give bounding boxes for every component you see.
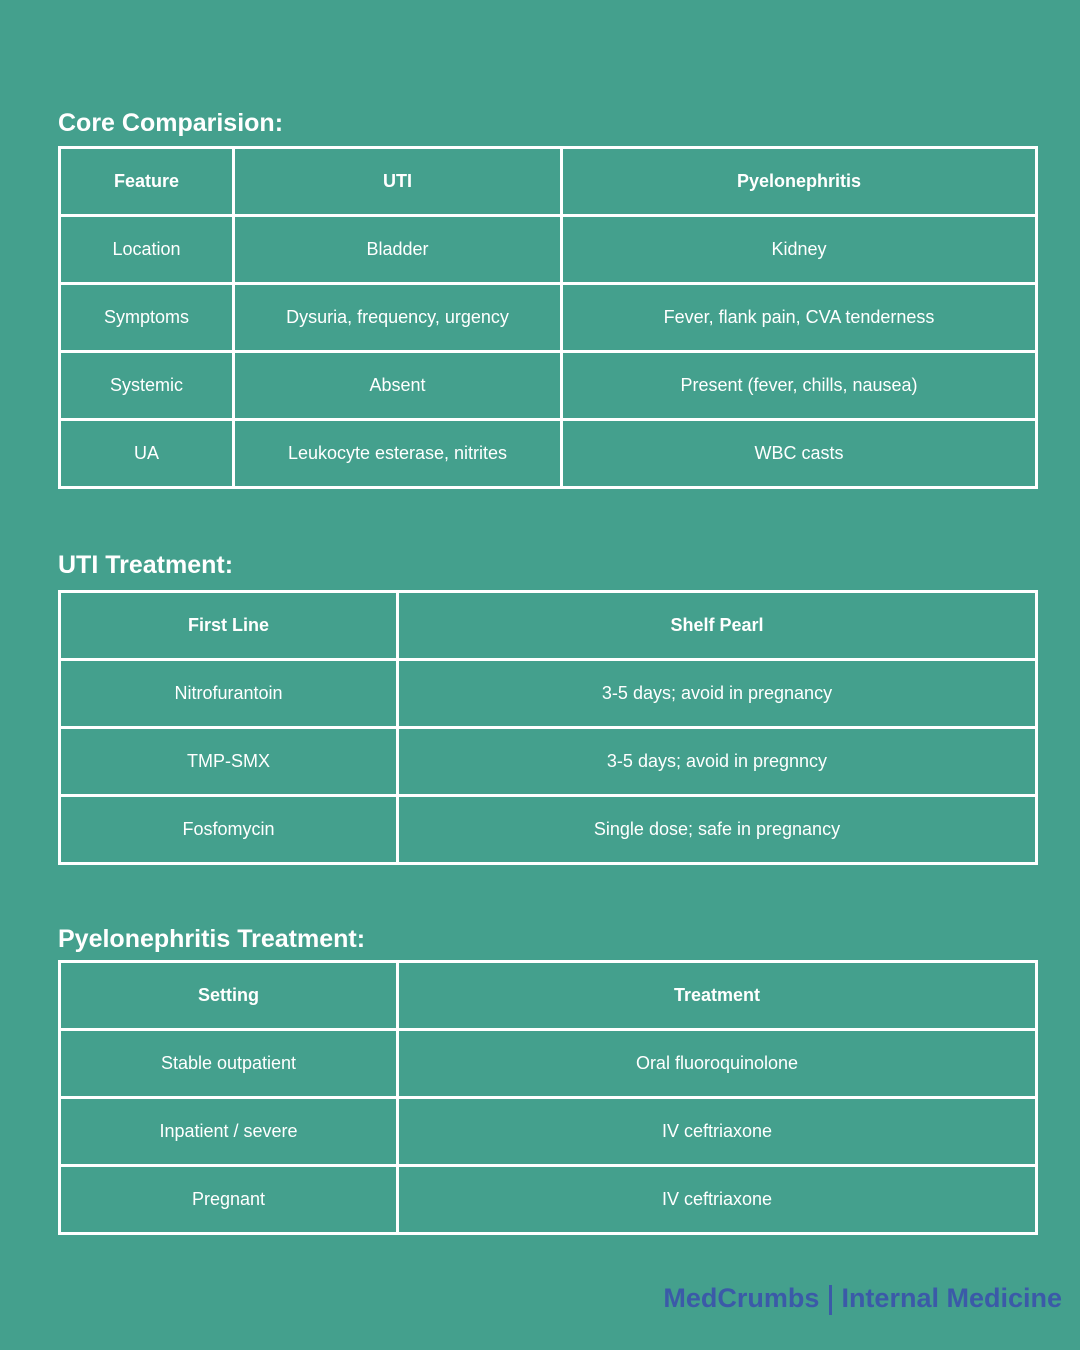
table-row [60,660,1037,728]
column-header-uti: UTI [234,148,562,216]
table-row [60,420,1037,488]
table-row [60,1030,1037,1098]
table-cell: Fever, flank pain, CVA tenderness [562,284,1037,352]
table-cell: Oral fluoroquinolone [398,1030,1037,1098]
table-row [60,1166,1037,1234]
table-cell: Pregnant [60,1166,398,1234]
table-row [60,728,1037,796]
pyelonephritis-treatment-title: Pyelonephritis Treatment: [58,925,366,953]
table-cell: Kidney [562,216,1037,284]
column-header-treatment: Treatment [398,962,1037,1030]
brand-name: MedCrumbs [663,1283,820,1313]
table-cell: Fosfomycin [60,796,398,864]
column-header-setting: Setting [60,962,398,1030]
table-row [60,216,1037,284]
table-row [60,352,1037,420]
brand-divider [829,1285,832,1315]
core-comparison-table [58,146,1038,489]
table-cell: Absent [234,352,562,420]
table-cell: Leukocyte esterase, nitrites [234,420,562,488]
column-header-shelf-pearl: Shelf Pearl [398,592,1037,660]
table-cell: WBC casts [562,420,1037,488]
table-cell: Bladder [234,216,562,284]
table-header-row [60,962,1037,1030]
brand-footer [663,1283,1062,1315]
core-comparison-title: Core Comparision: [58,109,284,137]
table-cell: Dysuria, frequency, urgency [234,284,562,352]
table-cell: Single dose; safe in pregnancy [398,796,1037,864]
table-cell: Location [60,216,234,284]
brand-subtitle: Internal Medicine [841,1283,1062,1313]
table-cell: Nitrofurantoin [60,660,398,728]
uti-treatment-title: UTI Treatment: [58,551,234,579]
column-header-feature: Feature [60,148,234,216]
table-cell: 3-5 days; avoid in pregnncy [398,728,1037,796]
table-cell: IV ceftriaxone [398,1098,1037,1166]
uti-treatment-table [58,590,1038,865]
column-header-pyelonephritis: Pyelonephritis [562,148,1037,216]
table-cell: TMP-SMX [60,728,398,796]
table-cell: UA [60,420,234,488]
table-cell: IV ceftriaxone [398,1166,1037,1234]
table-cell: Stable outpatient [60,1030,398,1098]
table-row [60,1098,1037,1166]
table-cell: Inpatient / severe [60,1098,398,1166]
table-row [60,796,1037,864]
table-cell: Present (fever, chills, nausea) [562,352,1037,420]
table-cell: 3-5 days; avoid in pregnancy [398,660,1037,728]
table-row [60,284,1037,352]
column-header-first-line: First Line [60,592,398,660]
table-cell: Systemic [60,352,234,420]
table-header-row [60,148,1037,216]
table-header-row [60,592,1037,660]
pyelonephritis-treatment-table [58,960,1038,1235]
table-cell: Symptoms [60,284,234,352]
